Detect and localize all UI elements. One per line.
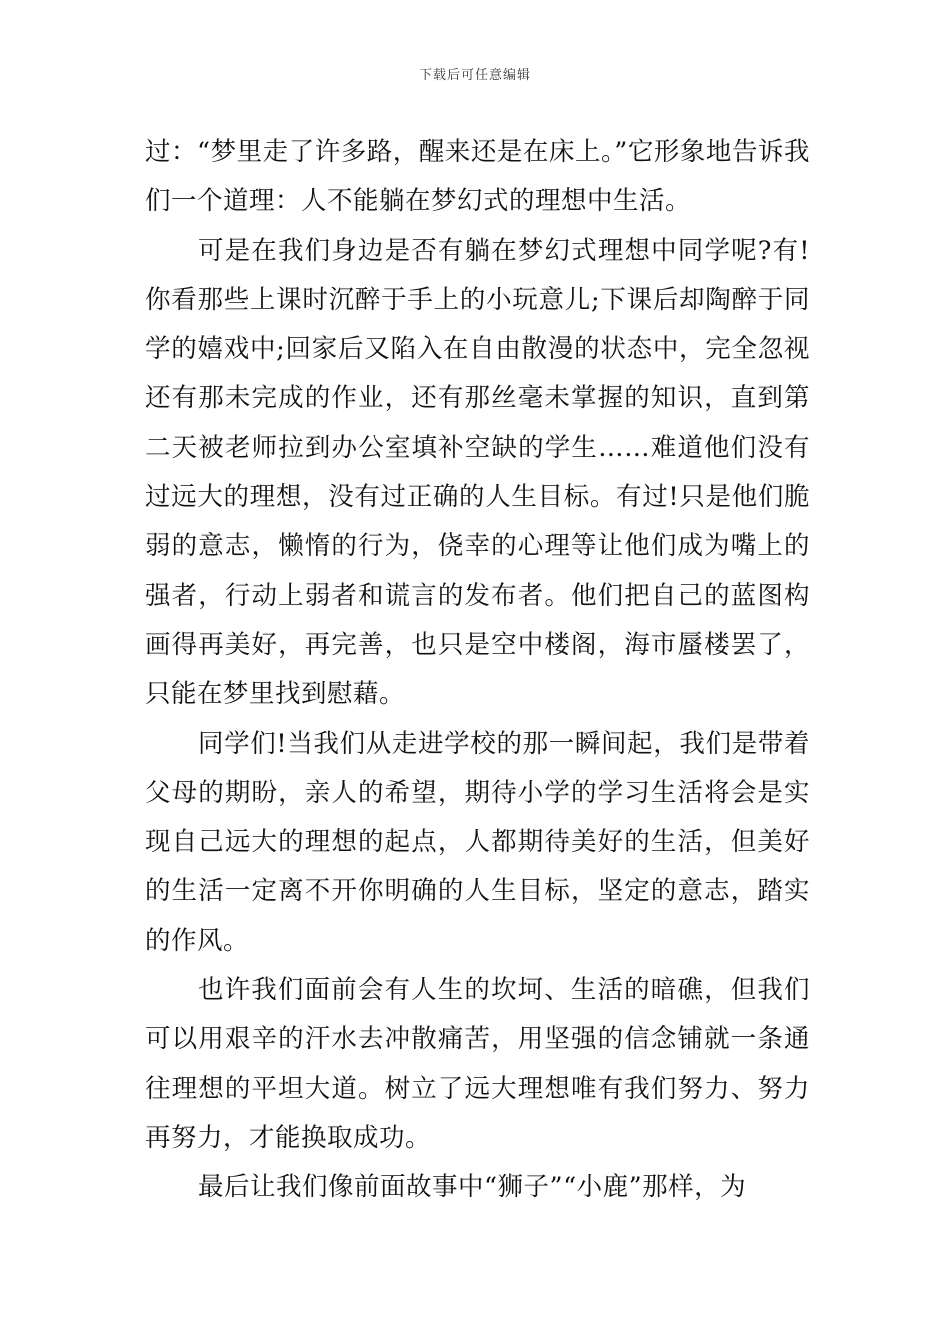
document-body [145,128,810,1213]
paragraph-3: 同学们!当我们从走进学校的那一瞬间起，我们是带着父母的期盼，亲人的希望，期待小学的学习生活将会是实现自己远大的理想的起点，人都期待美好的生活，但美好的生活一定离不开你明确的人生目标，坚定的意志，踏实的作风。 [145,728,810,956]
paragraph-2: 可是在我们身边是否有躺在梦幻式理想中同学呢?有!你看那些上课时沉醉于手上的小玩意儿;下课后却陶醉于同学的嬉戏中;回家后又陷入在自由散漫的状态中，完全忽视还有那未完成的作业，还有那丝毫未掌握的知识，直到第二天被老师拉到办公室填补空缺的学生……难道他们没有过远大的理想，没有过正确的人生目标。有过!只是他们脆弱的意志，懒惰的行为，侥幸的心理等让他们成为嘴上的强者，行动上弱者和谎言的发布者。他们把自己的蓝图构画得再美好，再完善，也只是空中楼阁，海市蜃楼罢了，只能在梦里找到慰藉。 [145,235,810,710]
paragraph-1: 过：“梦里走了许多路，醒来还是在床上。”它形象地告诉我们一个道理：人不能躺在梦幻式的理想中生活。 [145,137,810,217]
page-header: 下载后可任意编辑 [418,68,531,83]
paragraph-5: 最后让我们像前面故事中“狮子”“小鹿”那样，为 [198,1172,747,1203]
paragraph-4: 也许我们面前会有人生的坎坷、生活的暗礁，但我们可以用艰辛的汗水去冲散痛苦，用坚强的信念铺就一条通往理想的平坦大道。树立了远大理想唯有我们努力、努力再努力，才能换取成功。 [145,975,810,1153]
